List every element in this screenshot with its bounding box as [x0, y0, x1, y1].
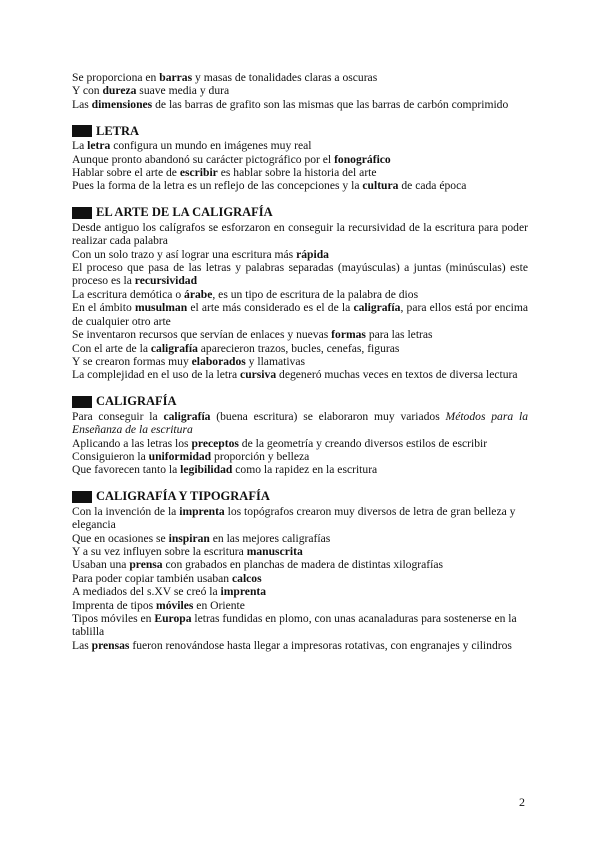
- bold-keyword: recursividad: [134, 274, 198, 288]
- text-line: Imprenta de tipos móviles en Oriente: [72, 598, 245, 612]
- section: [72, 124, 528, 193]
- bold-keyword: legibilidad: [180, 463, 233, 477]
- text-line: Y con dureza suave media y dura: [72, 84, 230, 98]
- text-line: Para conseguir la caligrafía (buena escritura) se elaboraron muy variados Métodos para la Enseñanza de la escritura: [72, 409, 528, 437]
- sections-container: [72, 124, 528, 652]
- text-line: Consiguieron la uniformidad proporción y belleza: [72, 449, 310, 463]
- bold-keyword: caligrafía: [353, 301, 401, 315]
- bold-keyword: caligrafía: [163, 409, 211, 423]
- section-title: CALIGRAFÍA Y TIPOGRAFÍA: [96, 489, 270, 504]
- text-line: Las dimensiones de las barras de grafito son las mismas que las barras de carbón comprimido: [72, 97, 509, 111]
- intro-block: [72, 71, 528, 111]
- text-line: Tipos móviles en Europa letras fundidas en plomo, con unas acanaladuras para sostenerse en la tablilla: [72, 612, 517, 639]
- text-line: Con la invención de la imprenta los topógrafos crearon muy diversos de letra de gran belleza y elegancia: [72, 504, 516, 532]
- italic-text: Métodos para la Enseñanza de la escritura: [72, 409, 528, 437]
- bold-keyword: formas: [331, 328, 366, 342]
- text-line: Aunque pronto abandonó su carácter pictográfico por el fonográfico: [72, 152, 391, 166]
- section-title: LETRA: [96, 123, 140, 138]
- document-page: [72, 71, 528, 652]
- bold-keyword: rápida: [296, 247, 329, 261]
- bold-keyword: prensa: [129, 558, 163, 572]
- text-line: Y se crearon formas muy elaborados y llamativas: [72, 354, 306, 368]
- black-block-icon: [72, 491, 92, 503]
- text-line: La letra configura un mundo en imágenes muy real: [72, 139, 312, 153]
- text-line: Que favorecen tanto la legibilidad como la rapidez en la escritura: [72, 463, 378, 477]
- page-number: 2: [519, 795, 525, 809]
- text-line: Con un solo trazo y así lograr una escritura más rápida: [72, 247, 329, 261]
- text-line: Hablar sobre el arte de escribir es hablar sobre la historia del arte: [72, 166, 377, 180]
- bold-keyword: Europa: [154, 612, 192, 625]
- text-line: A mediados del s.XV se creó la imprenta: [72, 585, 267, 599]
- black-block-icon: [72, 207, 92, 219]
- section: [72, 206, 528, 382]
- bold-keyword: calcos: [232, 571, 262, 585]
- section-title: EL ARTE DE LA CALIGRAFÍA: [96, 205, 273, 220]
- bold-keyword: cultura: [362, 179, 399, 193]
- section-heading: [72, 490, 528, 504]
- section: [72, 395, 528, 477]
- text-line: Aplicando a las letras los preceptos de la geometría y creando diversos estilos de escribir: [72, 436, 488, 450]
- bold-keyword: preceptos: [191, 436, 239, 450]
- bold-keyword: dureza: [102, 84, 137, 98]
- text-line: Se proporciona en barras y masas de tonalidades claras a oscuras: [72, 71, 378, 84]
- section-heading: [72, 395, 528, 409]
- bold-keyword: cursiva: [240, 368, 277, 382]
- bold-keyword: fonográfico: [334, 152, 391, 166]
- text-line: Con el arte de la caligrafía aparecieron trazos, bucles, cenefas, figuras: [72, 341, 400, 355]
- bold-keyword: inspiran: [168, 531, 210, 545]
- text-line: Para poder copiar también usaban calcos: [72, 571, 262, 585]
- bold-keyword: imprenta: [179, 504, 225, 518]
- text-line: Que en ocasiones se inspiran en las mejores caligrafías: [72, 531, 331, 545]
- text-line: La complejidad en el uso de la letra cursiva degeneró muchas veces en textos de diversa lectura: [72, 368, 518, 382]
- text-line: Se inventaron recursos que servían de enlaces y nuevas formas para las letras: [72, 328, 433, 342]
- text-line: Las prensas fueron renovándose hasta llegar a impresoras rotativas, con engranajes y cilindros: [72, 638, 512, 652]
- bold-keyword: uniformidad: [148, 449, 212, 463]
- bold-keyword: móviles: [156, 598, 194, 612]
- bold-keyword: escribir: [179, 166, 218, 180]
- bold-keyword: dimensiones: [91, 97, 153, 111]
- bold-keyword: caligrafía: [150, 341, 198, 355]
- text-line: En el ámbito musulman el arte más considerado es el de la caligrafía, para ellos está por encima de cualquier otro arte: [72, 301, 528, 328]
- bold-keyword: manuscrita: [246, 544, 303, 558]
- text-line: El proceso que pasa de las letras y palabras separadas (mayúsculas) a juntas (minúsculas) este proceso es la recursividad: [72, 261, 528, 288]
- black-block-icon: [72, 125, 92, 137]
- bold-keyword: prensas: [91, 638, 130, 652]
- bold-keyword: imprenta: [220, 585, 267, 599]
- section-heading: [72, 124, 528, 138]
- text-line: Desde antiguo los calígrafos se esforzaron en conseguir la recursividad de la escritura para poder realizar cada palabra: [72, 220, 528, 248]
- text-line: Y a su vez influyen sobre la escritura manuscrita: [72, 544, 303, 558]
- bold-keyword: árabe: [184, 287, 213, 301]
- bold-keyword: letra: [87, 139, 111, 153]
- bold-keyword: elaborados: [191, 354, 246, 368]
- section-heading: [72, 206, 528, 220]
- bold-keyword: barras: [159, 71, 193, 84]
- text-line: Pues la forma de la letra es un reflejo de las concepciones y la cultura de cada época: [72, 179, 467, 193]
- text-line: Usaban una prensa con grabados en planchas de madera de distintas xilografías: [72, 558, 444, 572]
- text-line: La escritura demótica o árabe, es un tipo de escritura de la palabra de dios: [72, 287, 419, 301]
- bold-keyword: musulman: [134, 301, 188, 315]
- section-title: CALIGRAFÍA: [96, 394, 177, 409]
- black-block-icon: [72, 396, 92, 408]
- section: [72, 490, 528, 652]
